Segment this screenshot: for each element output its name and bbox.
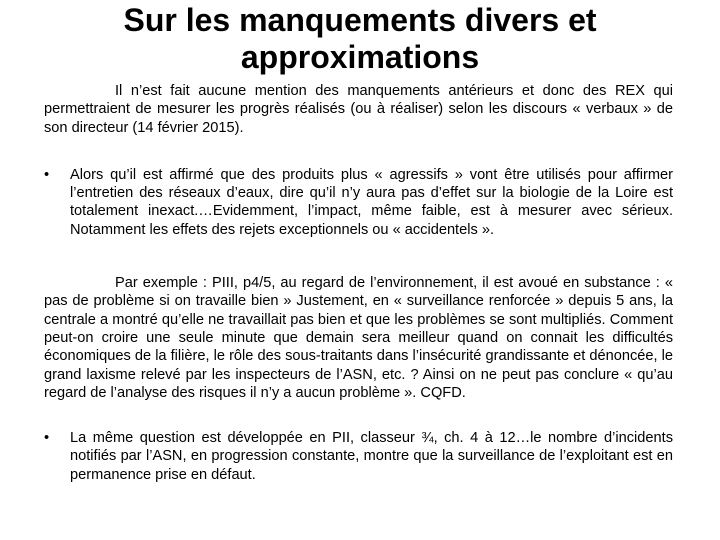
slide-title: Sur les manquements divers et approximations xyxy=(123,2,597,75)
bullet-dot-icon: • xyxy=(44,430,50,447)
bullet-1-text: Alors qu’il est affirmé que des produits plus « agressifs » vont être utilisés pour affirmer l’entretien des réseaux d’eaux, dire qu’il n’y aura pas d’effet sur la biologie de la Loire est totalement inexact.…Evidemment, l’impact, même faible, est à mesurer avec sérieux. Notamment les effets des rejets exceptionnels ou « accidentels ». xyxy=(70,166,673,238)
spacer xyxy=(44,137,673,166)
intro-text: Il n’est fait aucune mention des manquements antérieurs et donc des REX qui permettraient de mesurer les progrès réalisés (ou à réaliser) selon les discours « verbaux » de son directeur (14 février 2015). xyxy=(44,83,673,136)
bullet-item-1 xyxy=(44,166,673,239)
bullet-2-text: La même question est développée en PII, classeur ¾, ch. 4 à 12…le nombre d’incidents notifiés par l’ASN, en progression constante, montre que la surveillance de l’exploitant est en permanence prise en défaut. xyxy=(70,430,673,483)
spacer xyxy=(44,402,673,429)
bullet-dot-icon: • xyxy=(44,166,50,183)
intro-paragraph xyxy=(44,82,673,137)
example-paragraph xyxy=(44,274,673,402)
bullet-item-2 xyxy=(44,429,673,484)
slide-body xyxy=(44,82,673,484)
example-text: Par exemple : PIII, p4/5, au regard de l’environnement, il est avoué en substance : « pas de problème si on travaille bien » Justement, en « surveillance renforcée » depuis 5 ans, la centrale a montré qu’elle ne travaillait pas bien et que les problèmes se sont multipliés. Comment peut-on croire une seule minute que demain sera meilleur quand on connait les difficultés économiques de la filière, le rôle des sous-traitants dans l’insécurité grandissante et dénoncée, le grand laxisme relevé par les inspecteurs de l’ASN, etc. ? Ainsi on ne peut pas conclure « qu’au regard de l’analyse des risques il n’y a aucun problème ». CQFD. xyxy=(44,275,673,401)
spacer xyxy=(44,239,673,274)
